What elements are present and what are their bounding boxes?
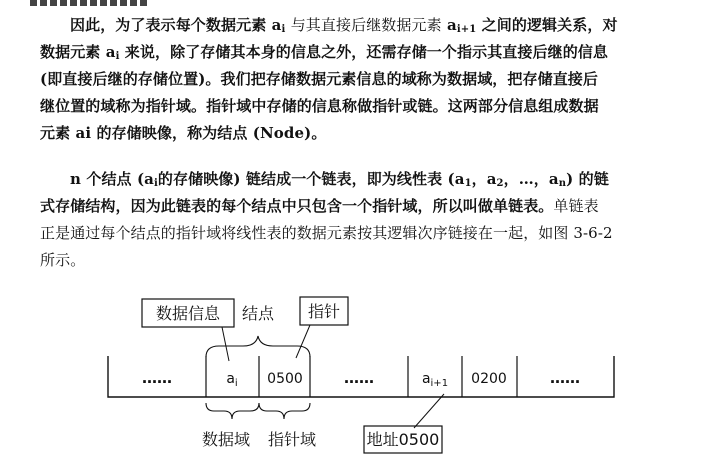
pointer-label: 指针 — [307, 302, 341, 321]
p2-line-3: 正是通过每个结点的指针域将线性表的数据元素按其逻辑次序链接在一起，如图 3-6-2 — [40, 224, 613, 242]
cell-ellipsis-2: …… — [344, 369, 374, 387]
cell-data-ai-plus-1: $a_{i+1}$ — [421, 371, 449, 389]
address-label: 地址0500 — [366, 430, 440, 449]
cell-data-ai: $a_i$ — [226, 371, 238, 389]
pointer-connector — [296, 325, 310, 358]
pointer-field-brace — [259, 403, 310, 419]
p2-line-4: 所示。 — [40, 251, 86, 269]
node-label: 结点 — [241, 304, 275, 323]
p1-line-5: 元素 ai 的存储映像，称为结点 (Node)。 — [40, 124, 327, 142]
node-top-brace — [206, 336, 310, 357]
p1-line-2: 数据元素 $a_i$ 来说，除了存储其本身的信息之外，还需存储一个指示其直接后继的信息 — [40, 43, 608, 62]
cell-pointer-0200: 0200 — [471, 371, 507, 387]
data-field-brace — [206, 403, 259, 419]
p1-line-1: 因此，为了表示每个数据元素 $a_i$ 与其直接后继数据元素 $a_{i+1}$ 之间的逻辑关系，对 — [70, 16, 618, 35]
data-info-connector — [222, 327, 229, 361]
address-connector — [414, 394, 444, 428]
p2-line-1: n 个结点 ($a_i$的存储映像) 链结成一个链表，即为线性表 ($a_1$，$a_2$，…，$a_n$) 的链 — [70, 170, 609, 189]
data-info-label: 数据信息 — [155, 304, 221, 323]
cell-ellipsis-3: …… — [550, 369, 580, 387]
cell-ellipsis-1: …… — [142, 369, 172, 387]
cell-pointer-0500: 0500 — [267, 371, 303, 387]
pointer-field-label: 指针域 — [267, 430, 317, 449]
p1-line-3: (即直接后继的存储位置)。我们把存储数据元素信息的域称为数据域，把存储直接后 — [40, 70, 598, 88]
data-field-label: 数据域 — [201, 430, 251, 449]
p2-line-2: 式存储结构，因为此链表的每个结点中只包含一个指针域，所以叫做单链表。单链表 — [40, 197, 599, 215]
p1-line-4: 继位置的域称为指针域。指针域中存储的信息称做指针或链。这两部分信息组成数据 — [40, 97, 599, 115]
